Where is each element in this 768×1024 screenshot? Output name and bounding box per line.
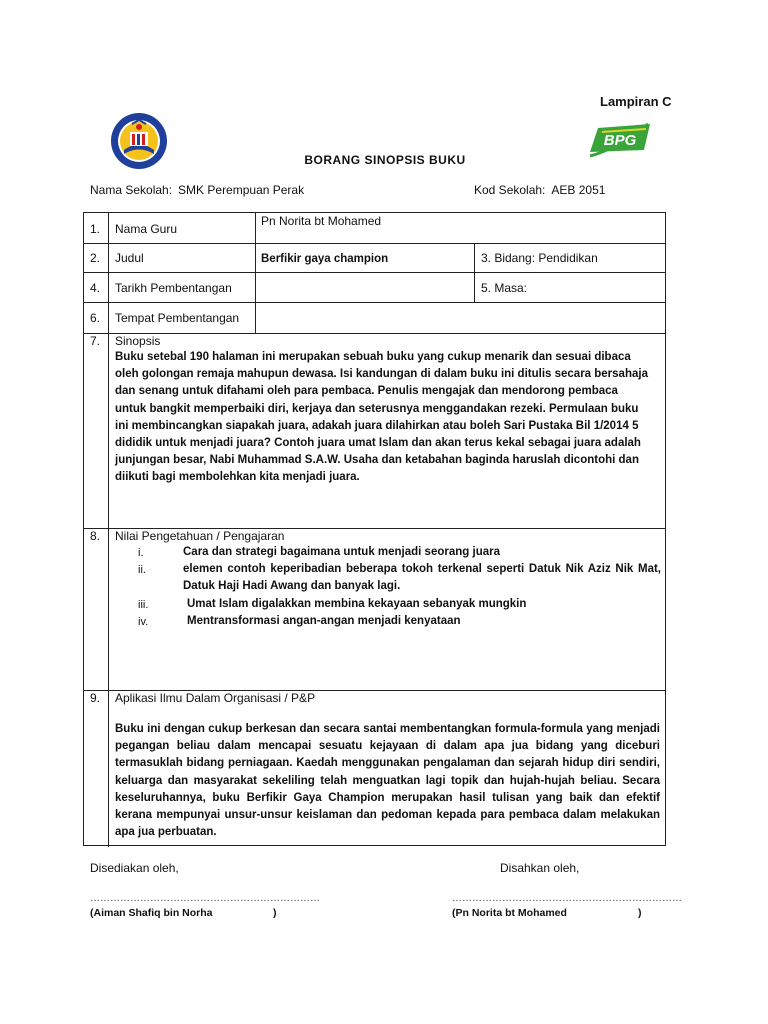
row-number: 4. — [90, 281, 101, 295]
title-label: Judul — [115, 251, 144, 265]
list-numeral: iv. — [138, 616, 149, 628]
list-item: Mentransformasi angan-angan menjadi kenyataan — [187, 615, 461, 627]
row-number: 8. — [90, 529, 101, 543]
synopsis-line: dan senang untuk difahami oleh para pembaca. Penulis mengajak dan mendorong pembaca — [115, 385, 618, 398]
prepared-by-close: ) — [273, 907, 277, 919]
application-text: Buku ini dengan cukup berkesan dan secara santai membentangkan formula-formula yang menjadi pegangan beliau dalam mencapai sesuatu kejayaan di dalam apa jua bidang yang diceburi termasuklah bidang perniagaan. Kaedah menggunakan pengalaman dan sejarah hidup diri sendiri, keluarga dan masyarakat sekeliling telah menguatkan lagi topik dan hujah-hujah beliau. Secara keseluruhannya, buku Berfikir Gaya Champion merupakan hasil tulisan yang baik dan efektif kerana mempunyai unsur-unsur keislaman dan pedoman kepada para pembaca dalam melakukan apa jua perbuatan. — [115, 723, 660, 839]
row-divider — [84, 272, 665, 273]
application-label: Aplikasi Ilmu Dalam Organisasi / P&P — [115, 691, 316, 705]
school-code-label: Kod Sekolah: — [474, 183, 546, 197]
list-numeral: iii. — [138, 599, 149, 611]
field-label: 3. Bidang: Pendidikan — [481, 251, 598, 265]
synopsis-line: junjungan besar, Nabi Muhammad S.A.W. Usaha dan ketabahan baginda haruslah dicontohi dan — [115, 454, 639, 467]
synopsis-label: Sinopsis — [115, 334, 161, 348]
approved-by-label: Disahkan oleh, — [500, 861, 580, 875]
approved-by-close: ) — [638, 907, 642, 919]
school-name-value: SMK Perempuan Perak — [178, 183, 305, 197]
signature-line: …………………………………………………………… — [90, 893, 320, 904]
row-number: 6. — [90, 311, 101, 325]
form-title: BORANG SINOPSIS BUKU — [304, 153, 466, 167]
attachment-label: Lampiran C — [600, 94, 672, 109]
list-item: elemen contoh keperibadian beberapa tokoh terkenal seperti Datuk Nik Aziz Nik Mat, Datuk Haji Hadi Awang dan banyak lagi. — [183, 563, 661, 592]
row-number: 2. — [90, 251, 101, 265]
row-divider — [84, 243, 665, 244]
row-divider — [84, 333, 665, 334]
synopsis-form — [83, 212, 666, 846]
list-item: Cara dan strategi bagaimana untuk menjadi seorang juara — [183, 546, 500, 558]
teacher-name-label: Nama Guru — [115, 222, 178, 236]
column-divider — [255, 213, 256, 333]
school-name-label: Nama Sekolah: — [90, 183, 173, 197]
list-item: Umat Islam digalakkan membina kekayaan sebanyak mungkin — [187, 598, 527, 610]
time-label: 5. Masa: — [481, 281, 528, 295]
row-number: 7. — [90, 334, 101, 348]
synopsis-line: ini membincangkan siapakah juara, adakah juara dilahirkan atau boleh Sari Pustaka Bil 1/2014 5 — [115, 419, 639, 432]
list-numeral: ii. — [138, 564, 146, 576]
presentation-date-label: Tarikh Pembentangan — [115, 281, 232, 295]
bpg-logo-text: BPG — [603, 132, 637, 149]
teacher-name-value: Pn Norita bt Mohamed — [261, 214, 382, 228]
column-divider — [108, 213, 109, 847]
column-divider — [474, 243, 475, 302]
synopsis-line: dididik untuk menjadi juara? Contoh juara umat Islam dan akan terus kekal sebagai juara adalah — [115, 437, 641, 450]
synopsis-text — [115, 349, 665, 487]
presentation-venue-label: Tempat Pembentangan — [115, 311, 240, 325]
book-title-value: Berfikir gaya champion — [261, 253, 389, 265]
synopsis-line: oleh golongan remaja mahupun dewasa. Isi kandungan di dalam buku ini ditulis secara bersahaja — [115, 368, 648, 381]
school-code-value: AEB 2051 — [551, 183, 606, 197]
list-numeral: i. — [138, 547, 144, 559]
values-label: Nilai Pengetahuan / Pengajaran — [115, 529, 285, 543]
prepared-by-label: Disediakan oleh, — [90, 861, 179, 875]
prepared-by-name: (Aiman Shafiq bin Norha — [90, 907, 213, 919]
school-code — [474, 183, 605, 197]
row-divider — [84, 302, 665, 303]
synopsis-line: Buku setebal 190 halaman ini merupakan sebuah buku yang cukup menarik dan sesuai dibaca — [115, 351, 631, 363]
synopsis-line: diikuti bagi membolehkan kita menjadi juara. — [115, 471, 360, 484]
signature-line: …………………………………………………………… — [452, 893, 682, 904]
approved-by-name: (Pn Norita bt Mohamed — [452, 907, 567, 919]
row-number: 9. — [90, 691, 101, 705]
synopsis-line: untuk bangkit memperbaiki diri, kerjaya dan seterusnya menggandakan rezeki. Permulaan buku — [115, 402, 639, 415]
school-name — [90, 183, 304, 197]
row-number: 1. — [90, 222, 101, 236]
